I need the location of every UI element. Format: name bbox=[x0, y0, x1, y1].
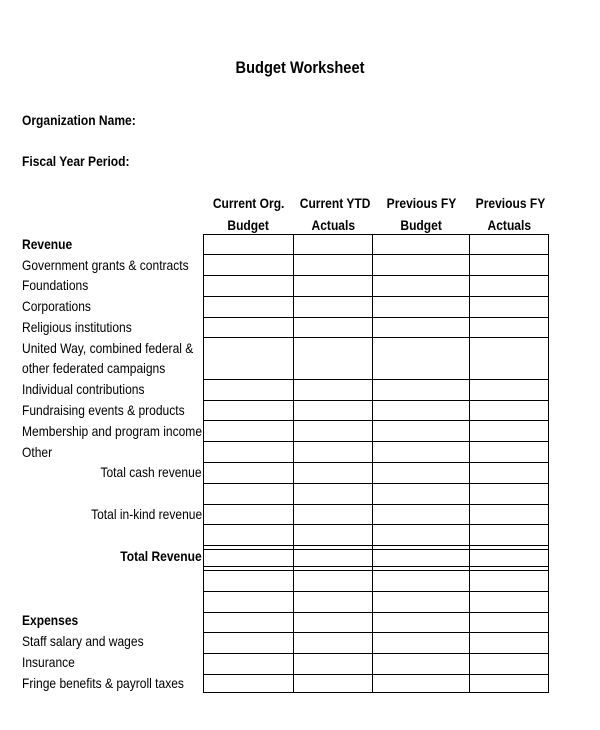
column-divider bbox=[469, 235, 470, 692]
total-cash-revenue-label: Total cash revenue bbox=[100, 464, 202, 480]
row-divider bbox=[204, 337, 548, 338]
column-header-current-ytd: Current YTD Actuals bbox=[299, 195, 371, 233]
row-label: Foundations bbox=[22, 277, 89, 293]
row-label: Religious institutions bbox=[22, 319, 132, 335]
revenue-heading: Revenue bbox=[22, 236, 73, 252]
row-label: other federated campaigns bbox=[22, 360, 166, 376]
row-divider bbox=[204, 462, 548, 463]
row-divider bbox=[204, 483, 548, 484]
row-divider bbox=[204, 545, 548, 546]
column-divider bbox=[372, 235, 373, 692]
row-label: United Way, combined federal & bbox=[22, 340, 194, 356]
row-divider bbox=[204, 317, 548, 318]
row-label: Other bbox=[22, 444, 53, 460]
row-divider bbox=[204, 379, 548, 380]
page-title: Budget Worksheet bbox=[235, 58, 365, 77]
row-divider bbox=[204, 275, 548, 276]
row-divider bbox=[204, 612, 548, 613]
row-divider bbox=[204, 296, 548, 297]
column-header-previous-actuals: Previous FY Actuals bbox=[475, 195, 546, 233]
expenses-heading: Expenses bbox=[22, 612, 79, 628]
row-label: Insurance bbox=[22, 654, 75, 670]
fiscal-year-label: Fiscal Year Period: bbox=[22, 153, 130, 169]
row-divider bbox=[204, 549, 548, 550]
row-label: Membership and program income bbox=[22, 423, 203, 439]
column-header-previous-budget: Previous FY Budget bbox=[386, 195, 457, 233]
row-divider bbox=[204, 570, 548, 571]
row-divider bbox=[204, 653, 548, 654]
budget-grid bbox=[203, 234, 549, 693]
row-label: Fundraising events & products bbox=[22, 402, 185, 418]
row-label: Individual contributions bbox=[22, 381, 145, 397]
row-divider bbox=[204, 632, 548, 633]
column-divider bbox=[293, 235, 294, 692]
column-header-current-budget: Current Org. Budget bbox=[212, 195, 285, 233]
row-divider bbox=[204, 400, 548, 401]
row-divider bbox=[204, 524, 548, 525]
row-divider bbox=[204, 441, 548, 442]
row-label: Staff salary and wages bbox=[22, 633, 144, 649]
row-label: Fringe benefits & payroll taxes bbox=[22, 675, 184, 691]
row-divider bbox=[204, 674, 548, 675]
row-divider bbox=[204, 254, 548, 255]
row-label: Government grants & contracts bbox=[22, 257, 189, 273]
total-revenue-label: Total Revenue bbox=[120, 548, 202, 564]
total-inkind-revenue-label: Total in-kind revenue bbox=[90, 506, 202, 522]
row-label: Corporations bbox=[22, 298, 91, 314]
row-divider bbox=[204, 566, 548, 567]
row-divider bbox=[204, 420, 548, 421]
row-divider bbox=[204, 504, 548, 505]
organization-name-label: Organization Name: bbox=[22, 112, 136, 128]
row-divider bbox=[204, 591, 548, 592]
